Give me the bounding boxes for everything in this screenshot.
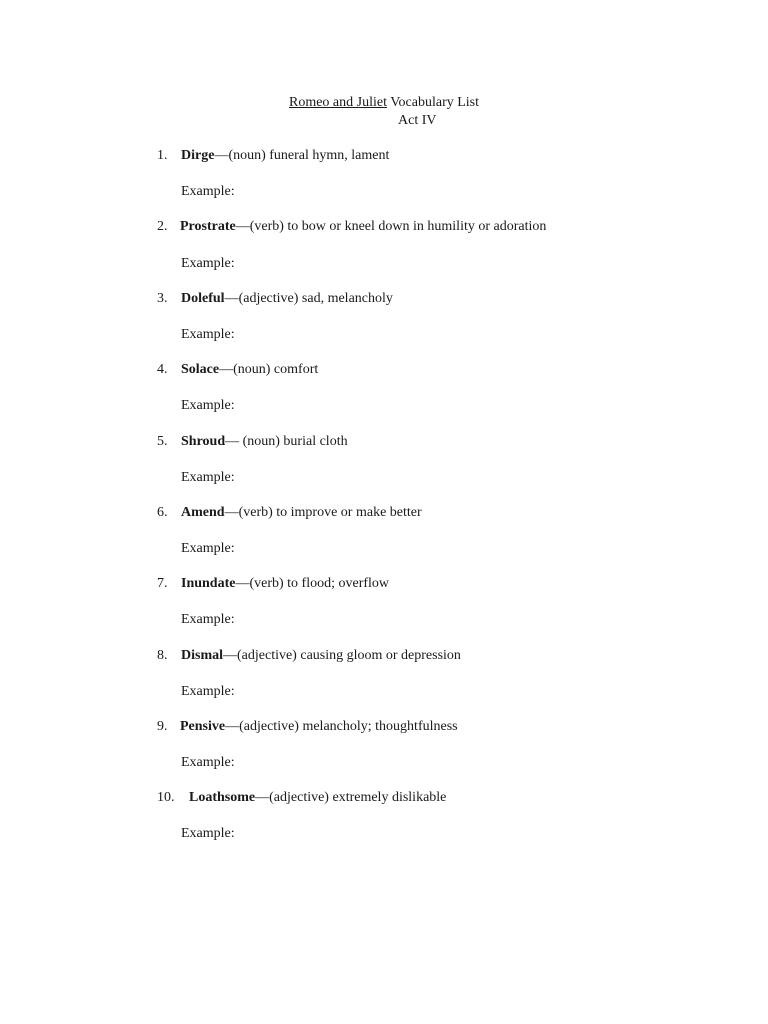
- entry-number: 6.: [157, 505, 168, 520]
- document-subtitle: Act IV: [398, 113, 437, 128]
- entry-definition: —(noun) comfort: [219, 362, 319, 377]
- example-label: Example:: [181, 826, 235, 841]
- example-label: Example:: [181, 612, 235, 627]
- entry-word: Dismal: [181, 648, 223, 663]
- example-label: Example:: [181, 684, 235, 699]
- entry-number: 3.: [157, 291, 168, 306]
- entry-word: Prostrate: [180, 219, 236, 234]
- entry-number: 7.: [157, 576, 168, 591]
- entry-definition: —(adjective) sad, melancholy: [224, 291, 393, 306]
- entry-word: Solace: [181, 362, 220, 377]
- document-title: [0, 94, 768, 112]
- example-label: Example:: [181, 755, 235, 770]
- entry-number: 9.: [157, 719, 168, 734]
- example-label: Example:: [181, 327, 235, 342]
- entry-definition: —(verb) to flood; overflow: [235, 576, 390, 591]
- entry-word: Doleful: [181, 291, 225, 306]
- example-label: Example:: [181, 470, 235, 485]
- entry-definition: —(noun) funeral hymn, lament: [214, 148, 390, 163]
- entry-definition: —(adjective) causing gloom or depression: [223, 648, 461, 663]
- entry-number: 10.: [157, 790, 175, 805]
- entry-definition: —(verb) to improve or make better: [224, 505, 422, 520]
- title-rest: Vocabulary List: [386, 95, 480, 110]
- entry-number: 8.: [157, 648, 168, 663]
- example-label: Example:: [181, 184, 235, 199]
- entry-word: Dirge: [181, 148, 215, 163]
- entry-word: Pensive: [180, 719, 226, 734]
- example-label: Example:: [181, 398, 235, 413]
- entry-number: 5.: [157, 434, 168, 449]
- entry-word: Loathsome: [189, 790, 256, 805]
- example-label: Example:: [181, 541, 235, 556]
- example-label: Example:: [181, 256, 235, 271]
- entry-number: 4.: [157, 362, 168, 377]
- entry-number: 2.: [157, 219, 168, 234]
- entry-word: Shroud: [181, 434, 226, 449]
- title-work: Romeo and Juliet: [288, 95, 387, 110]
- entry-definition: — (noun) burial cloth: [225, 434, 348, 449]
- entry-word: Inundate: [181, 576, 236, 591]
- entry-definition: —(verb) to bow or kneel down in humility or adoration: [235, 219, 547, 234]
- entry-definition: —(adjective) melancholy; thoughtfulness: [225, 719, 458, 734]
- entry-word: Amend: [181, 505, 225, 520]
- entry-number: 1.: [157, 148, 168, 163]
- entry-definition: —(adjective) extremely dislikable: [255, 790, 447, 805]
